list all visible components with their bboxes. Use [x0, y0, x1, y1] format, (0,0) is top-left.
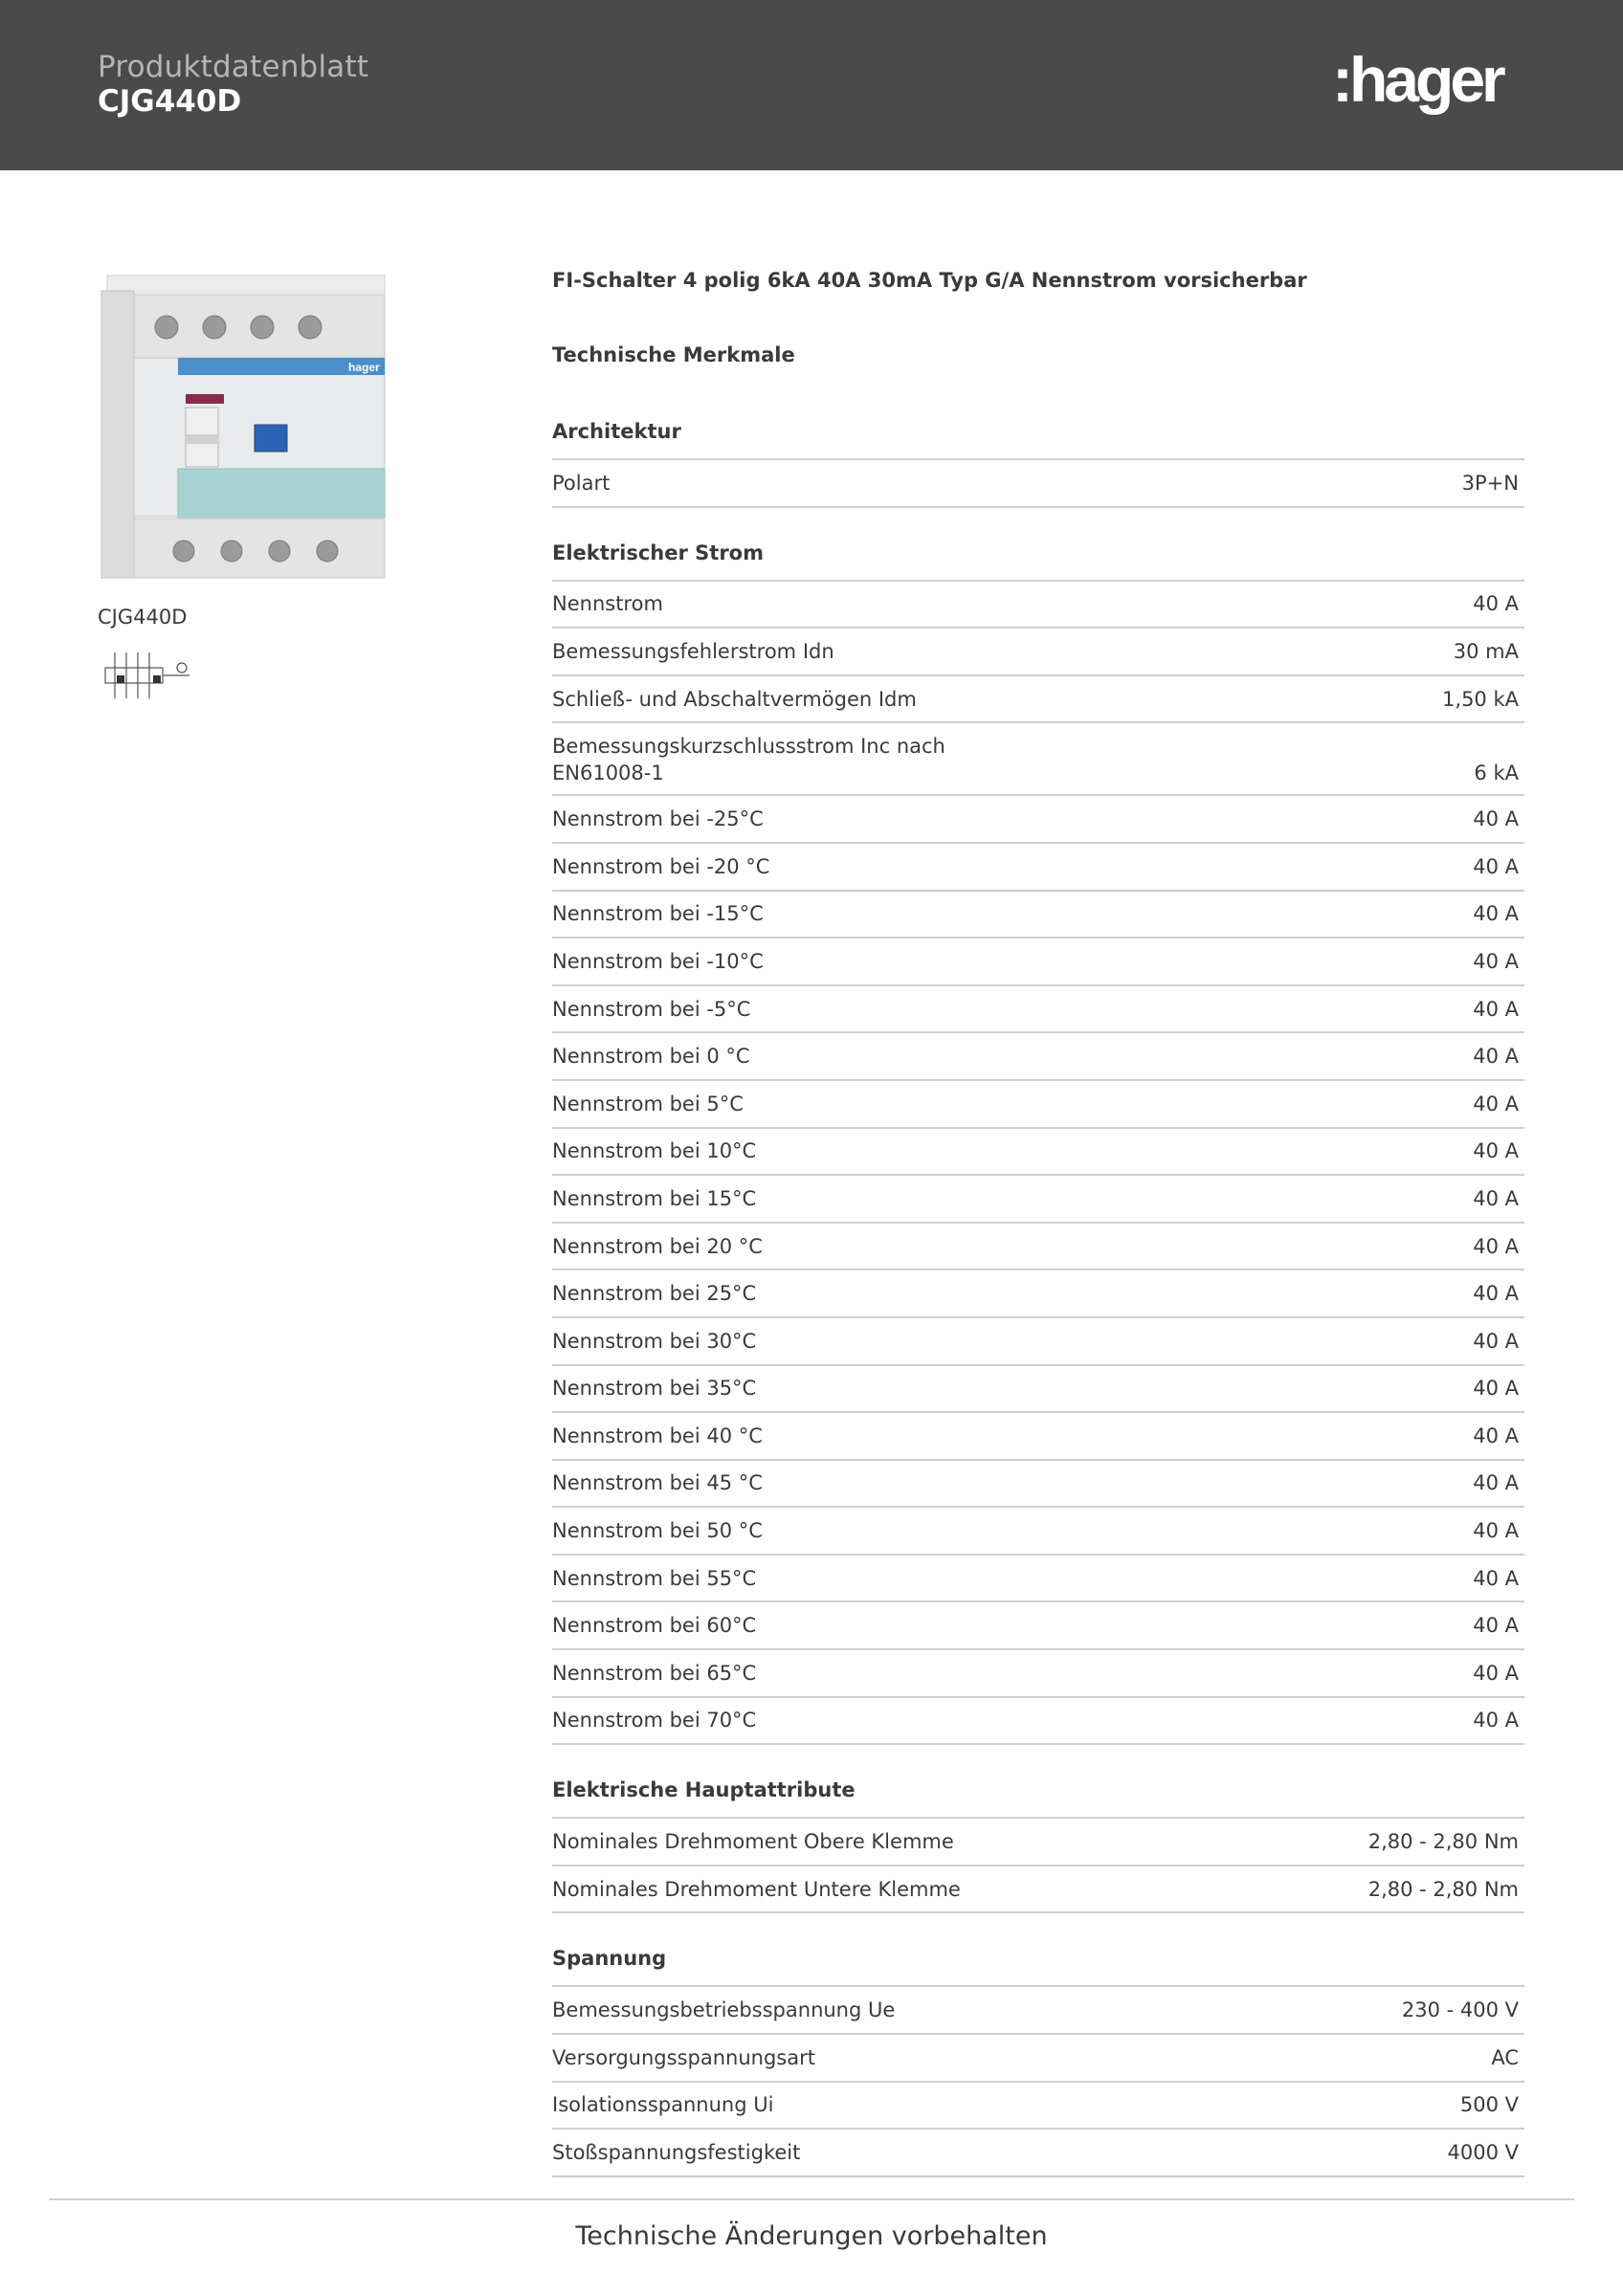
spec-section	[552, 1944, 1524, 2176]
spec-row	[552, 892, 1524, 939]
product-title: FI-Schalter 4 polig 6kA 40A 30mA Typ G/A Nennstrom vorsicherbar	[552, 269, 1307, 292]
spec-row	[552, 844, 1524, 892]
spec-label: Nennstrom bei -25°C	[552, 807, 764, 831]
spec-value: 40 A	[1473, 1045, 1519, 1069]
spec-sections	[552, 417, 1524, 2177]
spec-row	[552, 1366, 1524, 1414]
spec-value: 3P+N	[1461, 471, 1519, 495]
spec-row	[552, 629, 1524, 676]
spec-section	[552, 1776, 1524, 1913]
spec-value: 40 A	[1473, 902, 1519, 926]
spec-label: Nennstrom bei 20 °C	[552, 1234, 763, 1258]
spec-row	[552, 1224, 1524, 1271]
spec-row	[552, 2130, 1524, 2177]
spec-row	[552, 2083, 1524, 2130]
spec-row	[552, 1270, 1524, 1318]
spec-label: Versorgungsspannungsart	[552, 2045, 815, 2069]
spec-label: Bemessungsbetriebsspannung Ue	[552, 1998, 896, 2022]
spec-value: 40 A	[1473, 1519, 1519, 1543]
spec-row	[552, 1318, 1524, 1366]
spec-value: 40 A	[1473, 1234, 1519, 1258]
spec-value: 40 A	[1473, 592, 1519, 616]
spec-value: 40 A	[1473, 997, 1519, 1021]
spec-row	[552, 1176, 1524, 1224]
section-title: Architektur	[552, 417, 1524, 460]
spec-row	[552, 723, 1524, 796]
section-title: Spannung	[552, 1944, 1524, 1987]
svg-text::hager: :hager	[1332, 44, 1502, 115]
spec-label: Nennstrom	[552, 592, 663, 616]
spec-label: Isolationsspannung Ui	[552, 2093, 774, 2117]
spec-row	[552, 460, 1524, 508]
footer-note: Technische Änderungen vorbehalten	[575, 2221, 1048, 2251]
spec-value: 30 mA	[1453, 639, 1519, 663]
spec-label: Nennstrom bei 45 °C	[552, 1471, 763, 1495]
section-title: Elektrische Hauptattribute	[552, 1776, 1524, 1819]
spec-label: Nennstrom bei 50 °C	[552, 1519, 763, 1543]
spec-value: 230 - 400 V	[1401, 1998, 1519, 2022]
spec-value: 40 A	[1473, 1709, 1519, 1733]
svg-text:hager: hager	[348, 361, 380, 374]
spec-value: 500 V	[1459, 2093, 1519, 2117]
spec-label: Nominales Drehmoment Untere Klemme	[552, 1877, 961, 1901]
spec-value: 40 A	[1473, 1139, 1519, 1163]
spec-row	[552, 1129, 1524, 1177]
spec-label: Bemessungsfehlerstrom Idn	[552, 639, 834, 663]
spec-label: Nennstrom bei 60°C	[552, 1614, 757, 1638]
spec-row	[552, 1413, 1524, 1461]
spec-row	[552, 1819, 1524, 1866]
spec-row	[552, 1698, 1524, 1746]
spec-label: Nennstrom bei -5°C	[552, 997, 751, 1021]
spec-value: 40 A	[1473, 1092, 1519, 1115]
spec-value: 40 A	[1473, 807, 1519, 831]
header-product-code: CJG440D	[98, 84, 242, 119]
spec-label: Nennstrom bei -10°C	[552, 949, 764, 973]
spec-row	[552, 1508, 1524, 1556]
spec-label: Nennstrom bei 15°C	[552, 1186, 757, 1210]
spec-row	[552, 676, 1524, 724]
spec-label: Nennstrom bei 65°C	[552, 1661, 757, 1685]
spec-value: 40 A	[1473, 1282, 1519, 1306]
spec-value: 40 A	[1473, 949, 1519, 973]
spec-row	[552, 1556, 1524, 1603]
product-code-caption: CJG440D	[98, 606, 188, 629]
spec-row	[552, 2035, 1524, 2083]
spec-value: 6 kA	[1474, 762, 1519, 785]
spec-value: 40 A	[1473, 1566, 1519, 1590]
spec-label: Bemessungskurzschlussstrom Inc nach EN61008-1	[552, 735, 945, 785]
spec-value: 40 A	[1473, 854, 1519, 878]
spec-label: Nennstrom bei -20 °C	[552, 854, 770, 878]
spec-row	[552, 796, 1524, 844]
spec-section	[552, 417, 1524, 508]
spec-row	[552, 1461, 1524, 1509]
spec-value: AC	[1491, 2045, 1519, 2069]
spec-label: Nennstrom bei 0 °C	[552, 1045, 750, 1069]
spec-label: Nennstrom bei 30°C	[552, 1329, 757, 1353]
spec-label: Nominales Drehmoment Obere Klemme	[552, 1830, 954, 1854]
spec-row	[552, 938, 1524, 986]
spec-label: Nennstrom bei 70°C	[552, 1709, 757, 1733]
section-title: Elektrischer Strom	[552, 539, 1524, 582]
spec-row	[552, 986, 1524, 1034]
spec-label: Nennstrom bei 35°C	[552, 1377, 757, 1401]
spec-value: 40 A	[1473, 1471, 1519, 1495]
footer-divider	[49, 2198, 1574, 2200]
spec-value: 2,80 - 2,80 Nm	[1367, 1877, 1519, 1901]
spec-label: Nennstrom bei 10°C	[552, 1139, 757, 1163]
spec-label: Nennstrom bei 40 °C	[552, 1424, 763, 1447]
spec-label: Stoßspannungsfestigkeit	[552, 2141, 801, 2165]
spec-row	[552, 1033, 1524, 1081]
circuit-diagram-icon	[98, 647, 201, 708]
spec-label: Nennstrom bei -15°C	[552, 902, 764, 926]
product-image	[98, 272, 413, 597]
spec-value: 2,80 - 2,80 Nm	[1367, 1830, 1519, 1854]
main-content	[552, 266, 1524, 2177]
spec-row	[552, 1081, 1524, 1129]
spec-value: 4000 V	[1447, 2141, 1519, 2165]
hager-logo-icon	[1332, 42, 1543, 119]
spec-value: 40 A	[1473, 1377, 1519, 1401]
page-header	[0, 0, 1623, 170]
spec-row	[552, 1602, 1524, 1650]
spec-row	[552, 582, 1524, 629]
spec-value: 1,50 kA	[1442, 687, 1519, 711]
spec-row	[552, 1987, 1524, 2035]
document-type-label: Produktdatenblatt	[98, 50, 369, 84]
spec-label: Nennstrom bei 5°C	[552, 1092, 744, 1115]
spec-label: Nennstrom bei 55°C	[552, 1566, 757, 1590]
spec-row	[552, 1650, 1524, 1698]
spec-value: 40 A	[1473, 1614, 1519, 1638]
spec-value: 40 A	[1473, 1186, 1519, 1210]
features-heading: Technische Merkmale	[552, 343, 795, 366]
spec-value: 40 A	[1473, 1329, 1519, 1353]
spec-label: Schließ- und Abschaltvermögen Idm	[552, 687, 917, 711]
spec-label: Nennstrom bei 25°C	[552, 1282, 757, 1306]
spec-value: 40 A	[1473, 1661, 1519, 1685]
spec-label: Polart	[552, 471, 611, 495]
spec-section	[552, 539, 1524, 1746]
spec-row	[552, 1866, 1524, 1914]
spec-value: 40 A	[1473, 1424, 1519, 1447]
